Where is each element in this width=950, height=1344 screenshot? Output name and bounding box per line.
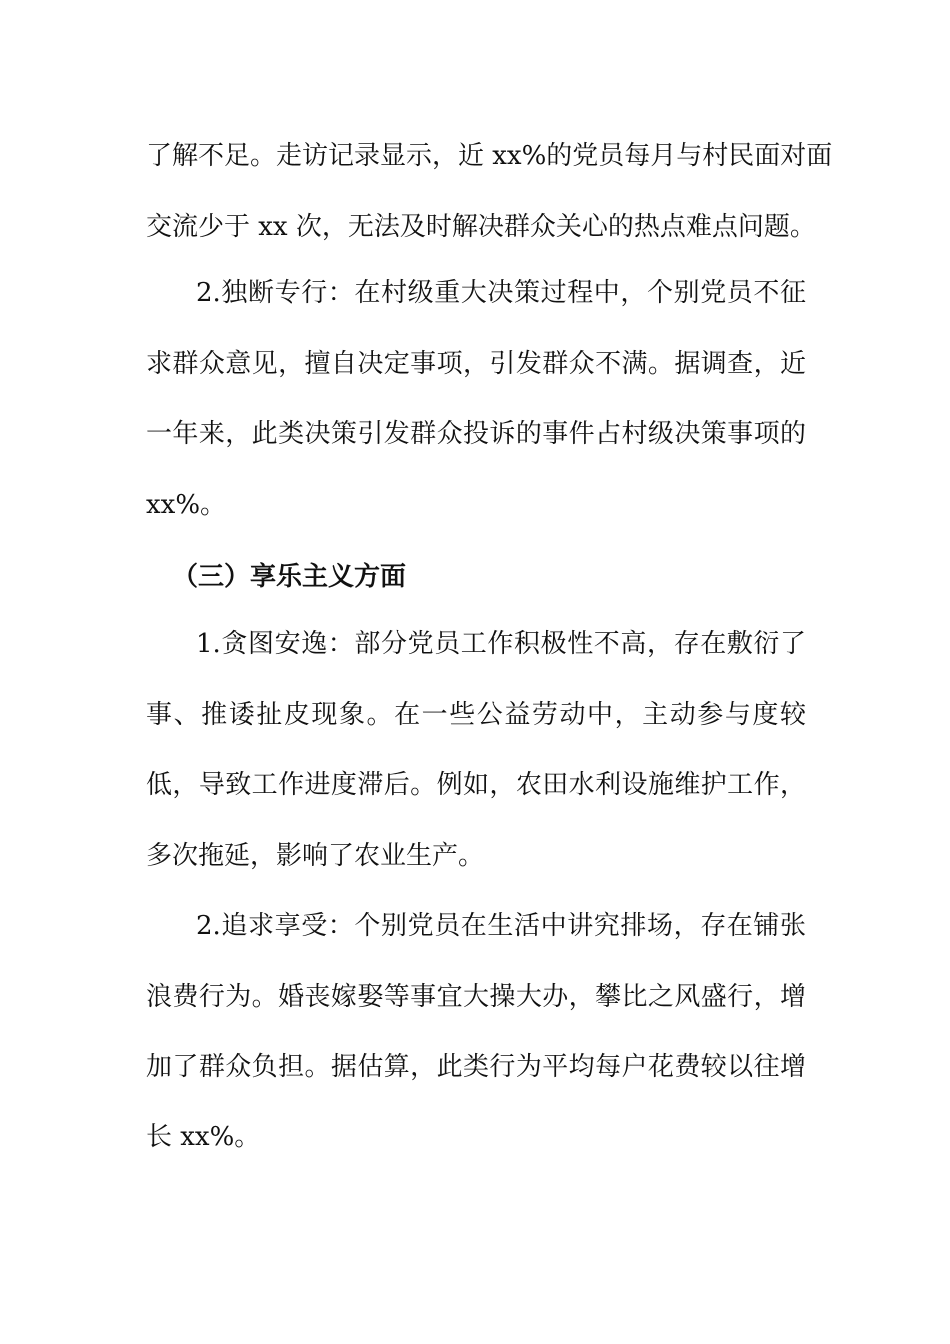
- paragraph-line: xx%。: [146, 490, 227, 520]
- paragraph-line: 1.贪图安逸：部分党员工作积极性不高，存在敷衍了: [196, 629, 806, 659]
- paragraph-line: 一年来，此类决策引发群众投诉的事件占村级决策事项的: [146, 419, 806, 449]
- section-heading: （三）享乐主义方面: [172, 562, 407, 592]
- paragraph-line: 交流少于 xx 次，无法及时解决群众关心的热点难点问题。: [146, 212, 816, 242]
- paragraph-line: 2.追求享受：个别党员在生活中讲究排场，存在铺张: [196, 911, 806, 941]
- paragraph-line: 事、推诿扯皮现象。在一些公益劳动中，主动参与度较: [146, 700, 806, 730]
- paragraph-line: 低，导致工作进度滞后。例如，农田水利设施维护工作，: [146, 770, 806, 800]
- paragraph-line: 求群众意见，擅自决定事项，引发群众不满。据调查，近: [146, 349, 806, 379]
- paragraph-line: 加了群众负担。据估算，此类行为平均每户花费较以往增: [146, 1052, 806, 1082]
- paragraph-line: 了解不足。走访记录显示，近 xx%的党员每月与村民面对面: [146, 141, 833, 171]
- paragraph-line: 长 xx%。: [146, 1122, 261, 1152]
- paragraph-line: 浪费行为。婚丧嫁娶等事宜大操大办，攀比之风盛行，增: [146, 982, 806, 1012]
- paragraph-line: 2.独断专行：在村级重大决策过程中，个别党员不征: [196, 278, 806, 308]
- paragraph-line: 多次拖延，影响了农业生产。: [146, 841, 485, 871]
